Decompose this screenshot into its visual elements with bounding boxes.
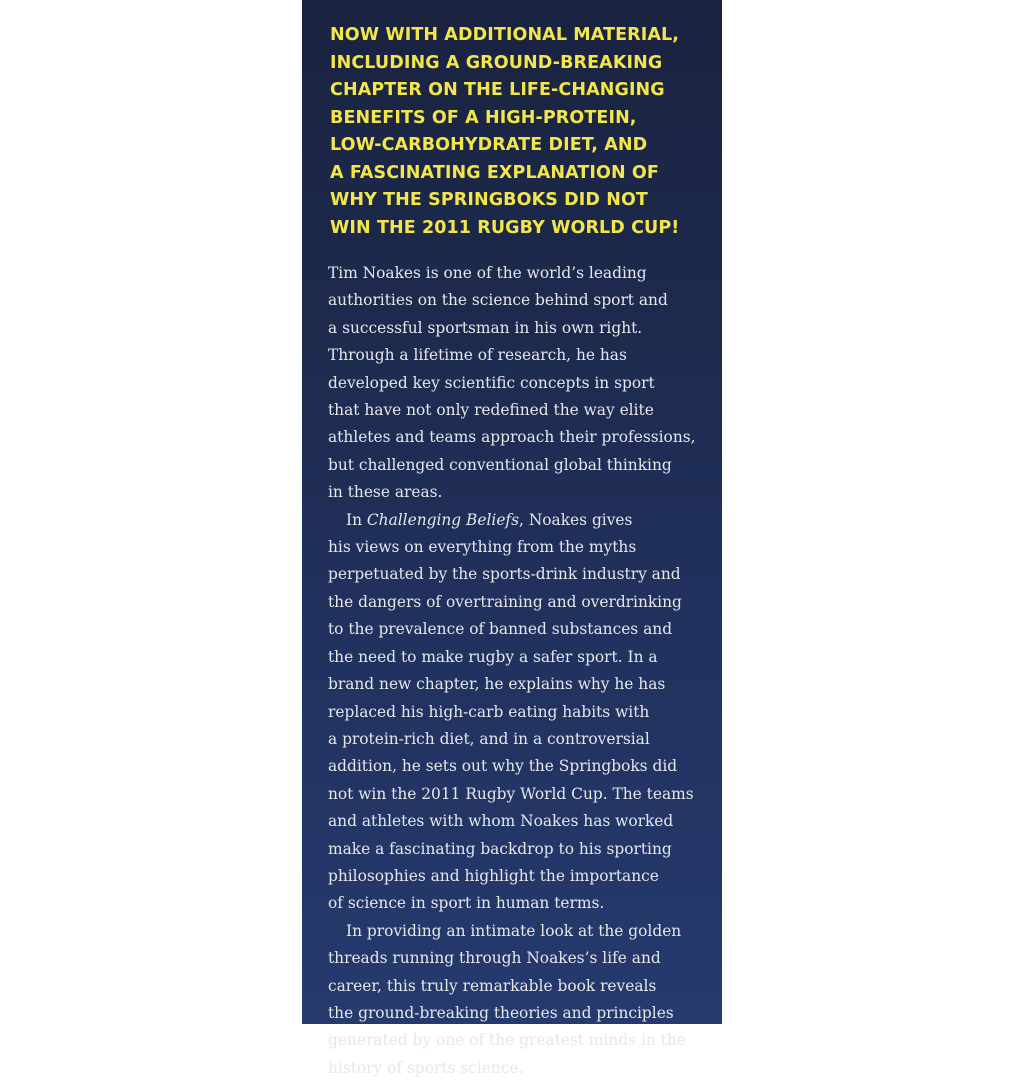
blurb-paragraph-1 — [328, 260, 720, 507]
blurb-line: addition, he sets out why the Springboks did — [328, 757, 678, 776]
blurb-line: to the prevalence of banned substances and — [328, 620, 673, 639]
blurb-line: threads running through Noakes’s life and — [328, 949, 661, 968]
headline-line: CHAPTER ON THE LIFE-CHANGING — [330, 80, 665, 100]
blurb-line: philosophies and highlight the importance — [328, 866, 659, 885]
headline-line: WIN THE 2011 RUGBY WORLD CUP! — [330, 217, 680, 238]
headline-line: A FASCINATING EXPLANATION OF — [330, 162, 659, 183]
blurb-line: but challenged conventional global thinking — [328, 455, 672, 474]
blurb-line: developed key scientific concepts in sport — [328, 373, 655, 392]
book-back-cover — [302, 0, 722, 1077]
blurb-line: not win the 2011 Rugby World Cup. The teams — [328, 784, 694, 803]
blurb-line: history of sports science. — [328, 1058, 524, 1077]
blurb-line: and athletes with whom Noakes has worked — [328, 812, 674, 831]
blurb-line: the dangers of overtraining and overdrinking — [328, 592, 682, 611]
blurb-line: replaced his high-carb eating habits with — [328, 702, 650, 721]
blurb-line: his views on everything from the myths — [328, 538, 637, 557]
blurb-line: perpetuated by the sports-drink industry and — [328, 565, 681, 584]
blurb-line: Tim Noakes is one of the world’s leading — [328, 264, 647, 282]
blurb-line: career, this truly remarkable book reveals — [328, 976, 657, 995]
headline-line: NOW WITH ADDITIONAL MATERIAL, — [330, 25, 679, 45]
blurb-text: , Noakes gives — [519, 510, 633, 529]
headline-line: BENEFITS OF A HIGH-PROTEIN, — [330, 107, 637, 128]
blurb-line — [328, 507, 720, 534]
blurb-line: the ground-breaking theories and principles — [328, 1003, 674, 1022]
blurb-line: brand new chapter, he explains why he has — [328, 675, 666, 694]
blurb-line: a successful sportsman in his own right. — [328, 318, 643, 337]
blurb-paragraph-2 — [328, 507, 720, 918]
blurb-line: Through a lifetime of research, he has — [328, 346, 627, 365]
blurb-line: authorities on the science behind sport and — [328, 291, 668, 310]
blurb-line: a protein-rich diet, and in a controversial — [328, 729, 650, 748]
blurb-line: make a fascinating backdrop to his sporting — [328, 839, 672, 858]
headline-line: LOW-CARBOHYDRATE DIET, AND — [330, 135, 648, 155]
blurb-line: athletes and teams approach their professions, — [328, 428, 696, 447]
headline-line: WHY THE SPRINGBOKS DID NOT — [330, 190, 648, 210]
blurb-text: In — [346, 510, 367, 529]
blurb-line: in these areas. — [328, 483, 443, 502]
headline-line: INCLUDING A GROUND-BREAKING — [330, 52, 663, 73]
blurb-line: the need to make rugby a safer sport. In a — [328, 647, 658, 666]
blurb-line: that have not only redefined the way elite — [328, 401, 654, 420]
blurb-line: of science in sport in human terms. — [328, 894, 605, 913]
blurb-line: In providing an intimate look at the golden — [346, 921, 682, 940]
cover-headline — [330, 22, 720, 242]
blurb-paragraph-3 — [328, 918, 720, 1082]
cover-blurb — [328, 260, 720, 1082]
book-title: Challenging Beliefs — [366, 510, 520, 529]
blurb-line: generated by one of the greatest minds in the — [328, 1031, 686, 1050]
